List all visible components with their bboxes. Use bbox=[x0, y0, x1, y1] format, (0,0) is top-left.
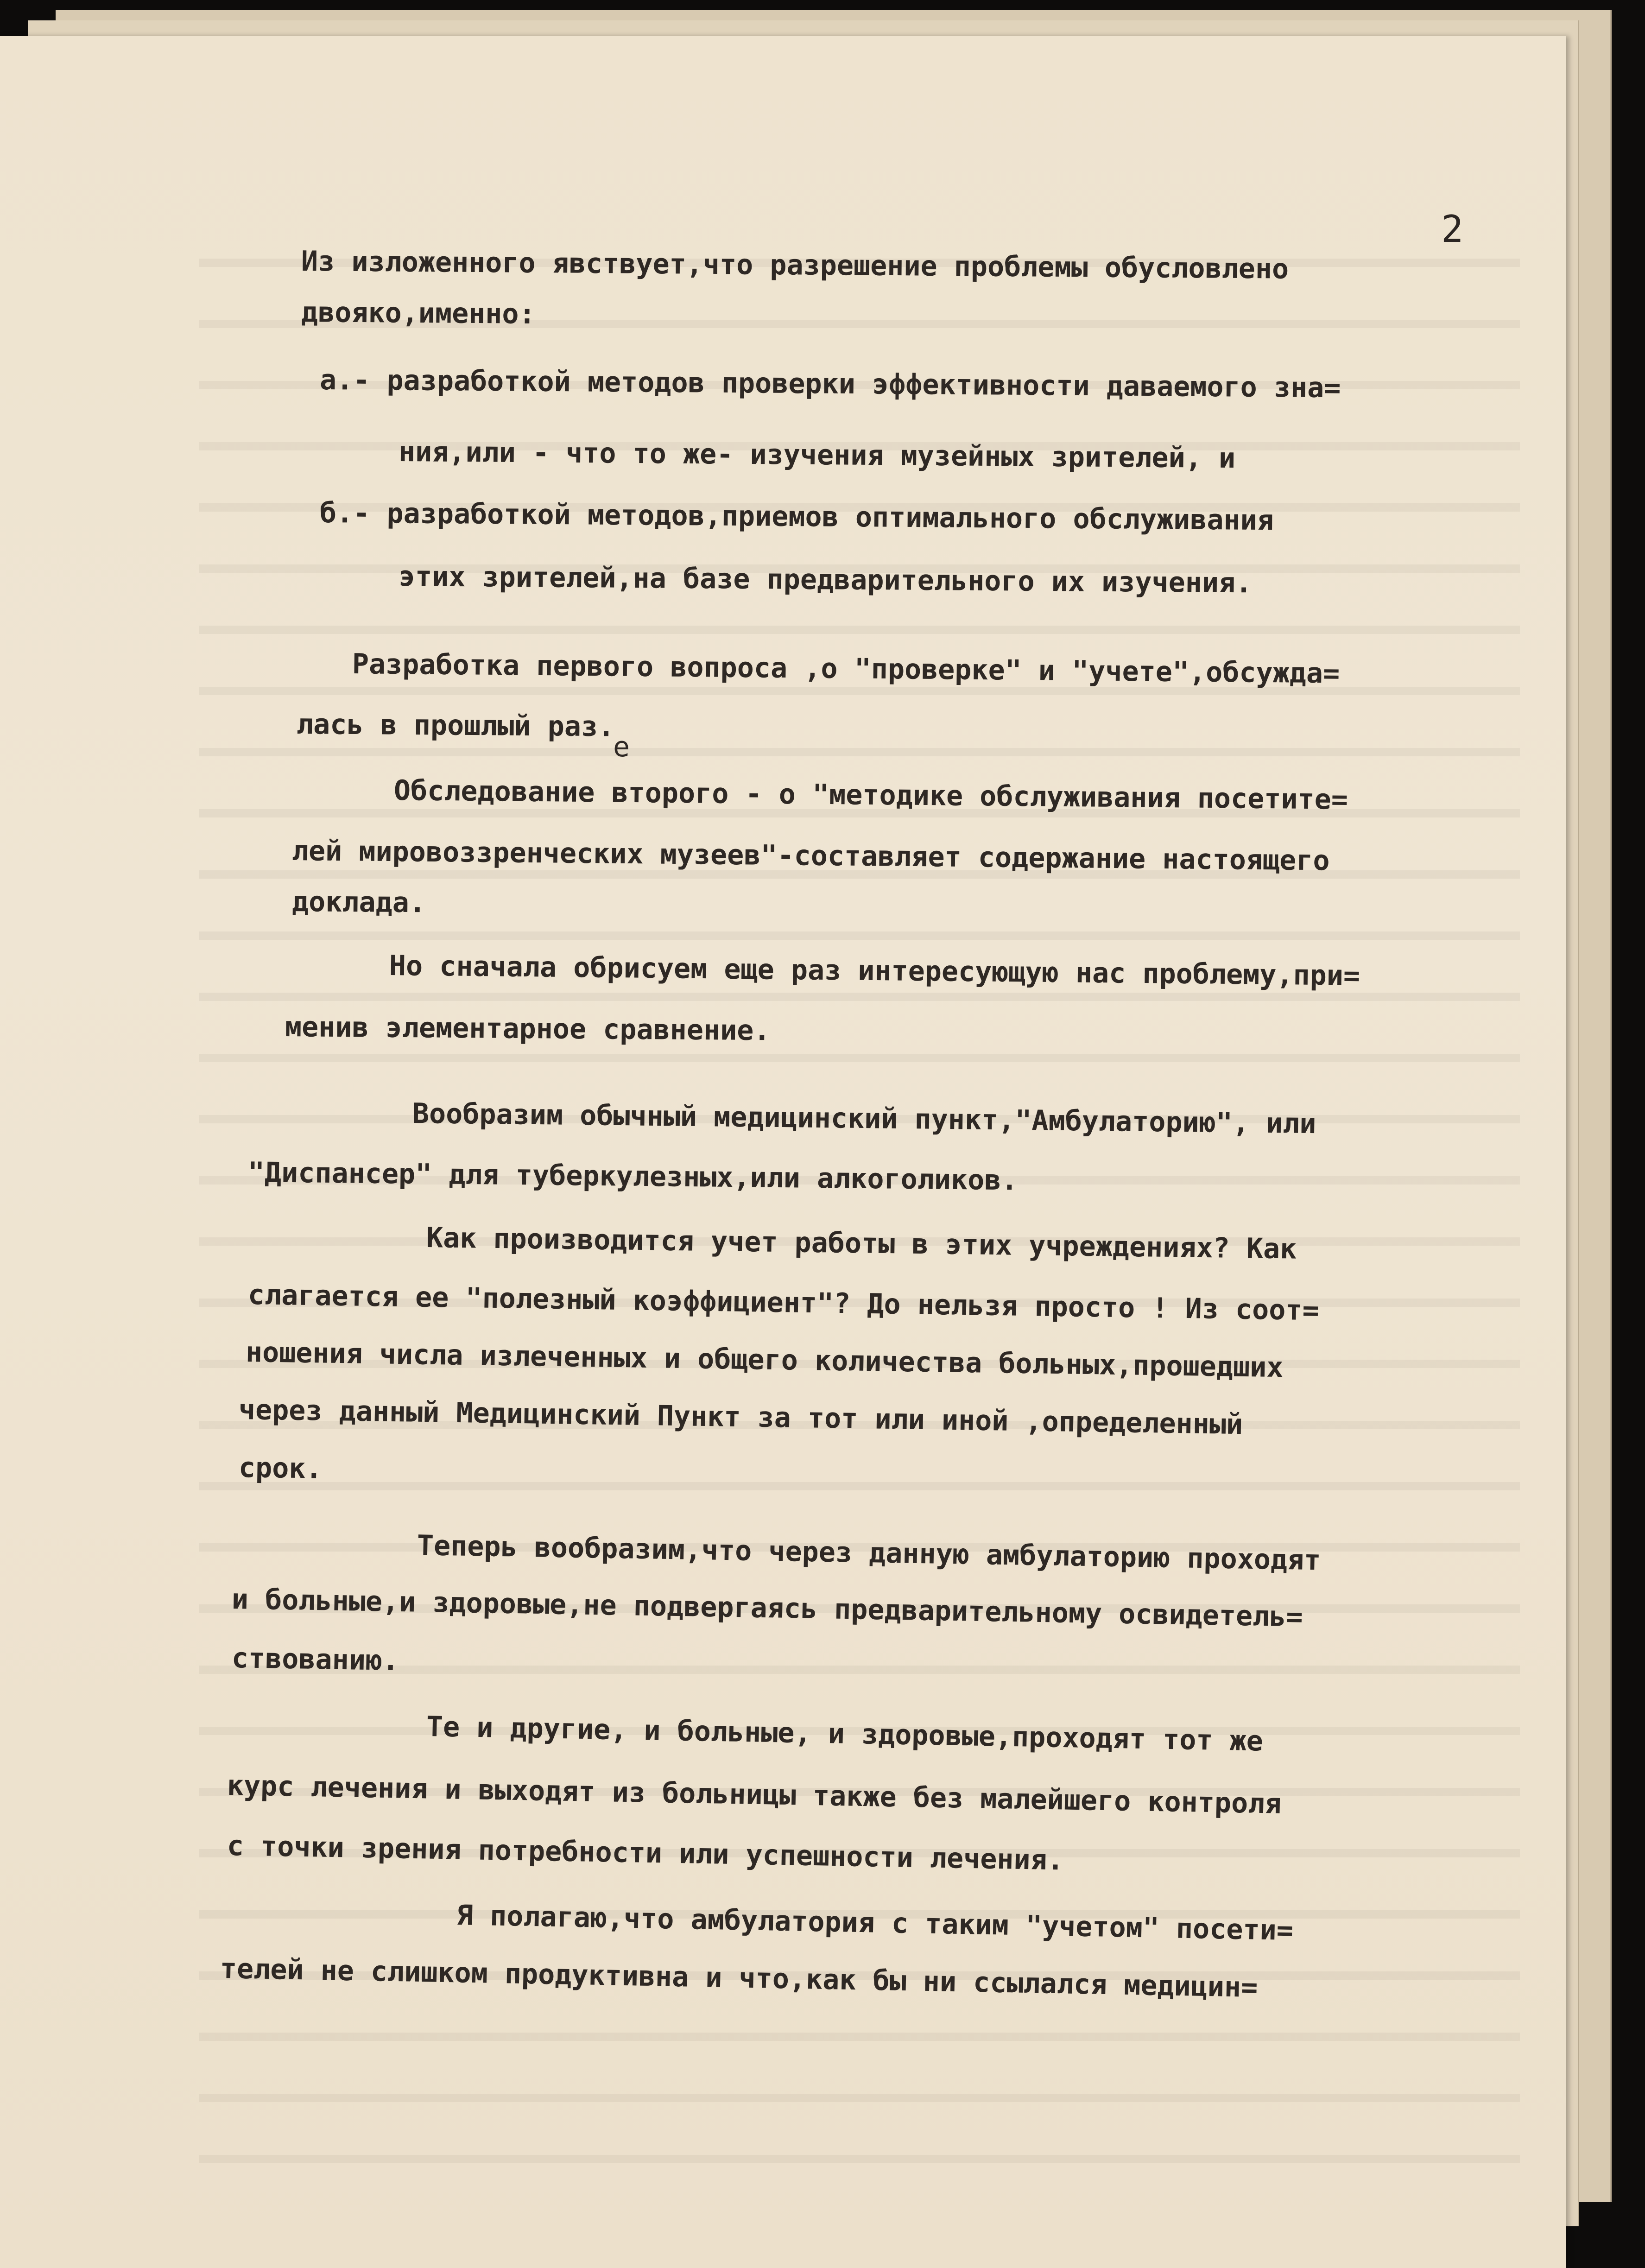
text-line: через данный Медицинский Пункт за тот или иной ,определенный bbox=[238, 1394, 1243, 1441]
text-line: слагается ее "полезный коэффициент"? До нельзя просто ! Из соот= bbox=[247, 1279, 1320, 1327]
text-line: менив элементарное сравнение. bbox=[285, 1011, 771, 1047]
text-line: "Диспансер" для туберкулезных,или алкоголиков. bbox=[247, 1156, 1018, 1197]
text-line: двояко,именно: bbox=[301, 296, 536, 330]
text-line: ния,или - что то же- изучения музейных зрителей, и bbox=[398, 436, 1236, 475]
text-line: телей не слишком продуктивна и что,как бы ни ссылался медицин= bbox=[220, 1952, 1258, 2004]
handwritten-correction: е bbox=[613, 731, 630, 763]
text-line: курс лечения и выходят из больницы также без малейшего контроля bbox=[227, 1769, 1282, 1820]
text-line: Я полагаю,что амбулатория с таким "учетом" посети= bbox=[456, 1899, 1294, 1947]
text-line: Вообразим обычный медицинский пункт,"Амбулаторию", или bbox=[412, 1097, 1316, 1140]
text-line: ношения числа излеченных и общего количества больных,прошедших bbox=[245, 1336, 1284, 1384]
page-number: 2 bbox=[1441, 208, 1464, 251]
text-line: с точки зрения потребности или успешности лечения. bbox=[227, 1830, 1064, 1877]
text-line: Но сначала обрисуем еще раз интересующую нас проблему,при= bbox=[389, 950, 1360, 992]
text-line: этих зрителей,на базе предварительного их изучения. bbox=[398, 560, 1253, 600]
text-line: а.- разработкой методов проверки эффективности даваемого зна= bbox=[319, 364, 1341, 405]
text-line: Как производится учет работы в этих учреждениях? Как bbox=[426, 1222, 1297, 1266]
text-line: Из изложенного явствует,что разрешение проблемы обусловлено bbox=[301, 245, 1289, 285]
text-line: Разработка первого вопроса ,о "проверке" и "учете",обсужда= bbox=[352, 648, 1340, 690]
text-line: Обследование второго - о "методике обслуживания посетите= bbox=[393, 774, 1348, 816]
text-line: доклада. bbox=[291, 886, 426, 919]
text-line: лей мировоззренческих музеев"-составляет содержание настоящего bbox=[291, 835, 1330, 877]
text-line: Те и другие, и больные, и здоровые,проходят тот же bbox=[426, 1711, 1264, 1758]
text-line: и больные,и здоровые,не подвергаясь предварительному освидетель= bbox=[231, 1583, 1303, 1634]
text-line: срок. bbox=[238, 1451, 323, 1485]
text-line: Теперь вообразим,что через данную амбулаторию проходят bbox=[417, 1529, 1321, 1577]
text-line: ствованию. bbox=[231, 1642, 399, 1677]
text-line: лась в прошлый раз. bbox=[296, 708, 615, 743]
text-line: б.- разработкой методов,приемов оптимального обслуживания bbox=[319, 497, 1274, 537]
